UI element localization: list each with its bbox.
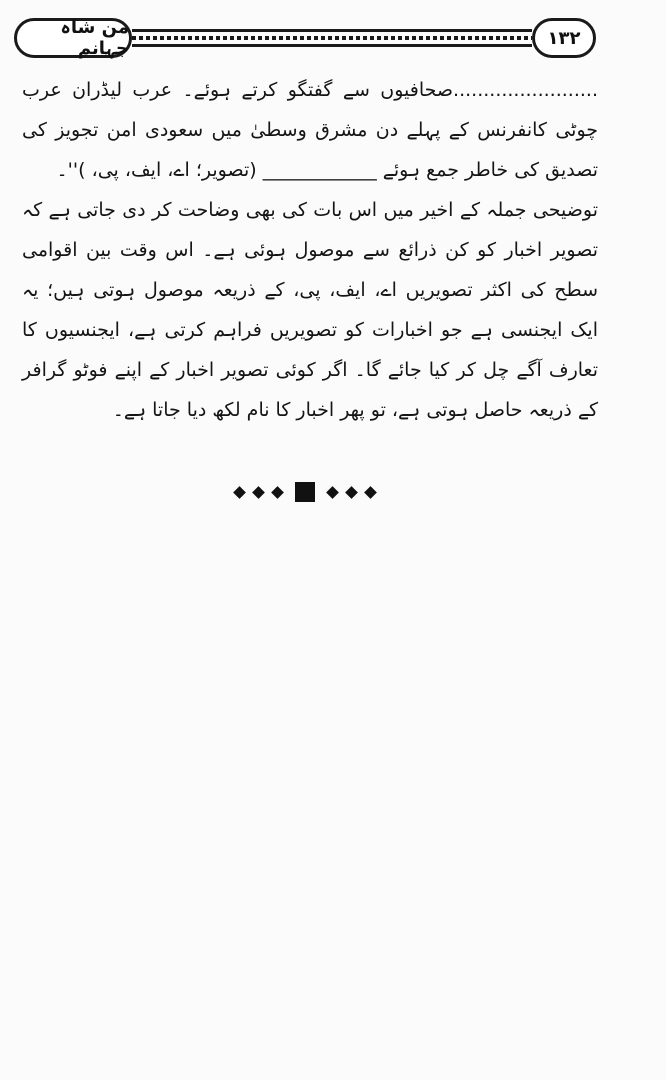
- page-body: [22, 70, 598, 430]
- page-header: [14, 16, 596, 62]
- diamond-icon: [345, 486, 358, 499]
- page-number-badge: [532, 18, 596, 58]
- diamond-icon: [233, 486, 246, 499]
- paragraph-explanation: توضیحی جملہ کے اخیر میں اس بات کی بھی وضاحت کر دی جاتی ہے کہ تصویر اخبار کو کن ذرائع سے موصول ہوئی ہے۔ اس وقت بین اقوامی سطح کی اکثر تصویریں اے، ایف، پی، کے ذریعہ موصول ہوتی ہیں؛ یہ ایک ایجنسی ہے جو اخبارات کو تصویریں فراہم کرتی ہے، ایجنسیوں کا تعارف آگے چل کر کیا جائے گا۔ اگر کوئی تصویر اخبار کے اپنے فوٹو گرافر کے ذریعہ حاصل ہوتی ہے، تو پھر اخبار کا نام لکھ دیا جاتا ہے۔: [22, 199, 598, 421]
- diamond-icon: [252, 486, 265, 499]
- diamond-icon: [326, 486, 339, 499]
- diamond-icon: [364, 486, 377, 499]
- section-end-ornament: [230, 480, 380, 504]
- page-number: ۱۳۲: [547, 27, 581, 49]
- header-rule-bottom-line: [132, 44, 532, 47]
- square-icon: [295, 482, 315, 502]
- paragraph-caption-quote: ........................صحافیوں سے گفتگو کرتے ہوئے۔ عرب لیڈران عرب چوٹی کانفرنس کے پہلے دن مشرق وسطیٰ میں سعودی امن تجویز کی تصدیق کی خاطر جمع ہوئے ____________ (تصویر؛ اے، ایف، پی، )''۔: [22, 79, 598, 181]
- header-rule-top-line: [132, 29, 532, 32]
- diamond-icon: [271, 486, 284, 499]
- header-rule: [132, 29, 532, 47]
- header-rule-dashed-line: [132, 36, 532, 40]
- book-title-badge: [14, 18, 132, 58]
- book-title: من شاہ جہانم: [60, 17, 129, 59]
